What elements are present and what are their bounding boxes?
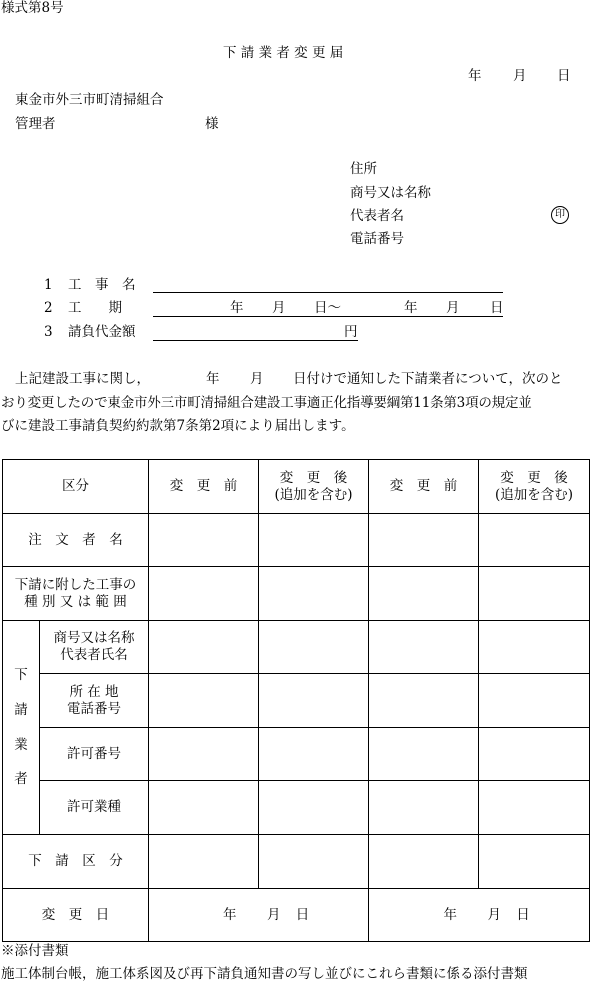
applicant-phone-label: 電話番号 (350, 231, 404, 247)
row-scope-label-line2: 種 別 又 は 範 囲 (24, 593, 127, 610)
table-row (3, 728, 590, 781)
change-date-1-year: 年 (223, 906, 237, 923)
form-number: 様式第8号 (1, 0, 64, 16)
company-before-2[interactable] (369, 621, 479, 674)
addressee-org: 東金市外三市町清掃組合 (15, 92, 164, 108)
orderer-before-2[interactable] (369, 514, 479, 567)
applicant-address-label: 住所 (350, 161, 377, 177)
header-after-2-line1: 変 更 後 (500, 469, 568, 486)
table-row (3, 674, 590, 728)
location-after-1[interactable] (259, 674, 369, 728)
table-row (3, 514, 590, 567)
item-2-number: 2 (44, 300, 53, 316)
item-2-label: 工 期 (68, 300, 122, 316)
permit-number-after-2[interactable] (479, 728, 590, 781)
orderer-after-1[interactable] (259, 514, 369, 567)
table-row (3, 889, 590, 942)
attachments-heading: ※添付書類 (1, 943, 69, 959)
permit-number-after-1[interactable] (259, 728, 369, 781)
header-category: 区分 (3, 460, 149, 514)
permit-number-before-2[interactable] (369, 728, 479, 781)
body-line-1-month: 月 (250, 371, 264, 387)
permit-type-after-1[interactable] (259, 781, 369, 835)
attachments-text: 施工体制台帳，施工体系図及び再下請負通知書の写し並びにこれら書類に係る添付書類 (1, 966, 528, 982)
row-scope-label-line1: 下請に附した工事の (14, 576, 137, 593)
location-before-1[interactable] (149, 674, 259, 728)
subcontractor-char-1: 下 (14, 666, 28, 683)
subcontractor-char-2: 請 (14, 701, 28, 718)
location-after-2[interactable] (479, 674, 590, 728)
body-line-1a: 上記建設工事に関し， (15, 371, 150, 387)
addressee-role: 管理者 (15, 116, 56, 132)
sub-class-before-2[interactable] (369, 835, 479, 889)
date-day: 日 (557, 68, 571, 84)
permit-number-before-1[interactable] (149, 728, 259, 781)
table-row (3, 621, 590, 674)
subcontractor-char-4: 者 (14, 771, 28, 788)
date-month: 月 (513, 68, 527, 84)
permit-type-before-2[interactable] (369, 781, 479, 835)
header-before-2: 変 更 前 (369, 460, 479, 514)
item-1-number: 1 (44, 277, 53, 293)
change-date-2-year: 年 (443, 906, 457, 923)
body-line-1b: 日付けで通知した下請業者について，次のと (293, 371, 563, 387)
row-company-label (40, 621, 149, 674)
scope-after-1[interactable] (259, 567, 369, 621)
date-year: 年 (468, 68, 482, 84)
period-to-year: 年 (404, 300, 418, 316)
change-date-1[interactable] (149, 889, 369, 942)
change-date-2-month: 月 (487, 906, 501, 923)
permit-type-after-2[interactable] (479, 781, 590, 835)
row-location-label (40, 674, 149, 728)
applicant-company-label: 商号又は名称 (350, 185, 431, 201)
row-orderer-label: 注 文 者 名 (3, 514, 149, 567)
body-line-2: おり変更したので東金市外三市町清掃組合建設工事適正化指導要綱第11条第3項の規定並 (1, 395, 532, 411)
company-before-1[interactable] (149, 621, 259, 674)
period-to-day: 日 (490, 300, 504, 316)
row-permit-number-label: 許可番号 (40, 728, 149, 781)
header-after-1-line2: (追加を含む) (274, 486, 353, 503)
sub-class-before-1[interactable] (149, 835, 259, 889)
item-3-number: 3 (44, 324, 53, 340)
row-location-label-line1: 所 在 地 (69, 683, 119, 700)
company-after-2[interactable] (479, 621, 590, 674)
scope-before-2[interactable] (369, 567, 479, 621)
table-row (3, 781, 590, 835)
period-to-month: 月 (446, 300, 460, 316)
change-date-2-day: 日 (516, 906, 530, 923)
seal-icon: 印 (551, 206, 569, 224)
scope-before-1[interactable] (149, 567, 259, 621)
body-line-1-year: 年 (206, 371, 220, 387)
orderer-before-1[interactable] (149, 514, 259, 567)
location-before-2[interactable] (369, 674, 479, 728)
table-row (3, 835, 590, 889)
row-location-label-line2: 電話番号 (67, 700, 121, 717)
table-header-row (3, 460, 590, 514)
change-date-2[interactable] (369, 889, 590, 942)
applicant-representative-label: 代表者名 (350, 208, 404, 224)
item-1-label: 工 事 名 (68, 277, 136, 293)
change-table (2, 459, 590, 942)
header-after-2 (479, 460, 590, 514)
period-from-month: 月 (272, 300, 286, 316)
sub-class-after-2[interactable] (479, 835, 590, 889)
period-from-year: 年 (230, 300, 244, 316)
contract-amount-field[interactable] (153, 340, 358, 341)
construction-period-field[interactable] (153, 316, 503, 317)
item-3-label: 請負代金額 (68, 324, 136, 340)
row-change-date-label: 変 更 日 (3, 889, 149, 942)
addressee-honorific: 様 (205, 116, 219, 132)
construction-name-field[interactable] (153, 292, 503, 293)
row-subcontractor-group-label (3, 621, 40, 835)
orderer-after-2[interactable] (479, 514, 590, 567)
table-row (3, 567, 590, 621)
amount-unit: 円 (344, 324, 358, 340)
permit-type-before-1[interactable] (149, 781, 259, 835)
header-after-2-line2: (追加を含む) (494, 486, 574, 503)
row-company-label-line1: 商号又は名称 (53, 630, 135, 647)
header-after-1 (259, 460, 369, 514)
row-sub-class-label: 下 請 区 分 (3, 835, 149, 889)
period-from-day: 日～ (314, 300, 341, 316)
row-scope-label (3, 567, 149, 621)
body-line-3: びに建設工事請負契約約款第7条第2項により届出します。 (1, 418, 355, 434)
row-company-label-line2: 代表者氏名 (60, 647, 128, 663)
document-title: 下 請 業 者 変 更 届 (223, 45, 344, 61)
scope-after-2[interactable] (479, 567, 590, 621)
change-date-1-day: 日 (295, 906, 310, 923)
subcontractor-char-3: 業 (14, 736, 28, 753)
sub-class-after-1[interactable] (259, 835, 369, 889)
header-after-1-line1: 変 更 後 (279, 469, 348, 486)
company-after-1[interactable] (259, 621, 369, 674)
change-date-1-month: 月 (267, 906, 281, 923)
header-before-1: 変 更 前 (149, 460, 259, 514)
row-permit-type-label: 許可業種 (40, 781, 149, 835)
